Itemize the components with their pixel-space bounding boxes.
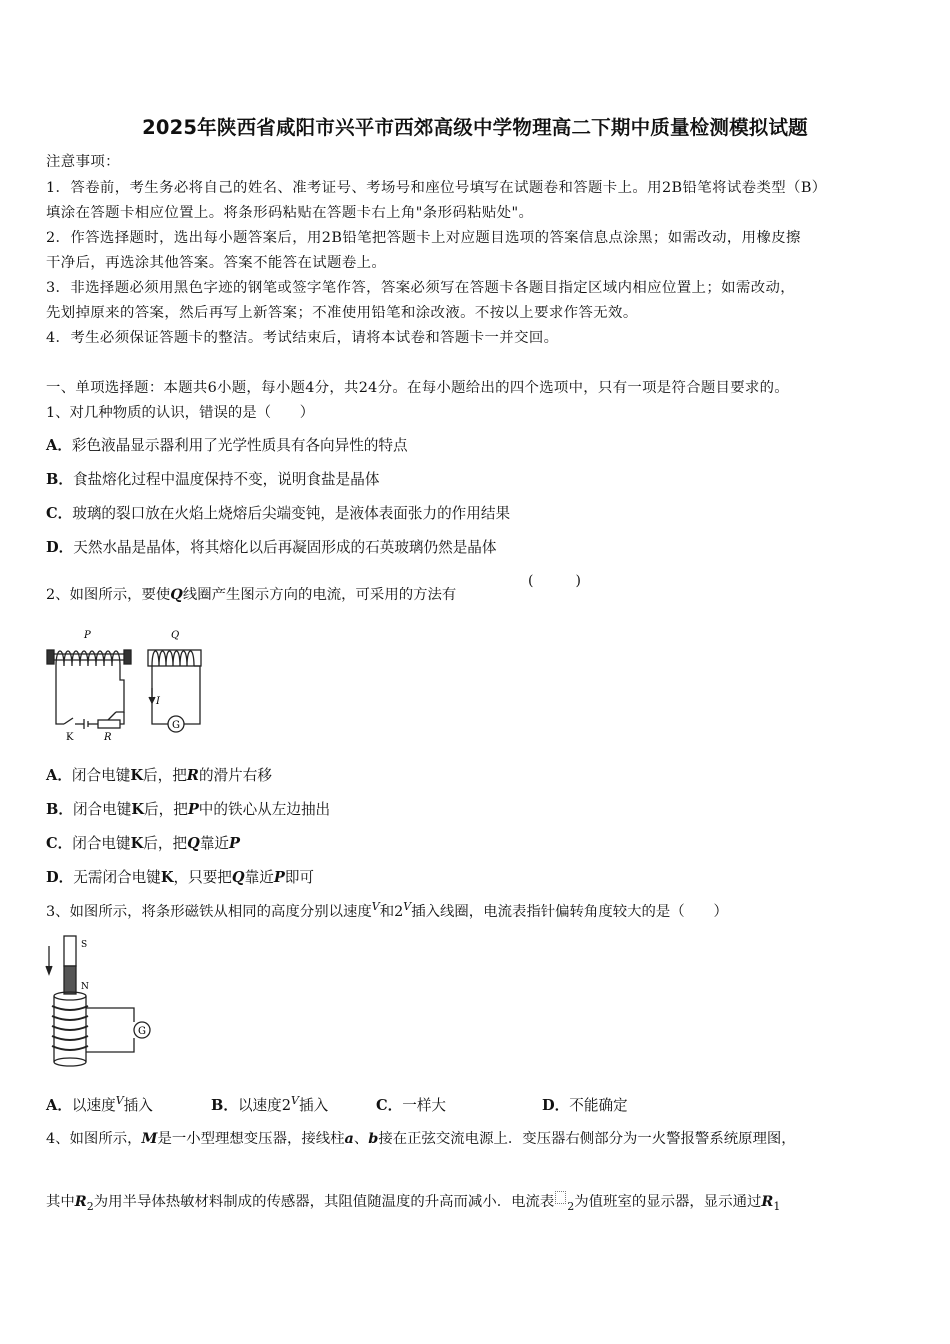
question-2-option-d (46, 866, 314, 887)
variable-r2: R (74, 1193, 87, 1210)
label-g: G (138, 1026, 146, 1037)
label-r: R (104, 732, 112, 743)
question-1-option-c (46, 502, 510, 523)
variable-k: K (130, 835, 144, 852)
stem-text: 线圈产生图示方向的电流，可采用的方法有 (182, 587, 457, 603)
option-letter: B． (46, 801, 73, 818)
stem-text: 4、如图所示， (46, 1131, 142, 1147)
question-3-stem (46, 900, 728, 921)
label-s: S (81, 940, 88, 950)
variable-r: R (186, 767, 199, 784)
option-text: 闭合电键 (72, 835, 131, 852)
option-text: 闭合电键 (71, 767, 131, 784)
variable-p: P (273, 869, 285, 886)
option-text: 插入 (123, 1097, 153, 1114)
option-text: 以速度 (71, 1097, 116, 1114)
q-coil (152, 651, 194, 666)
label-p: P (84, 630, 91, 641)
question-2-stem (46, 583, 456, 604)
option-text: 即可 (284, 869, 315, 886)
note-line: 先划掉原来的答案，然后再写上新答案；不准使用铅笔和涂改液。不按以上要求作答无效。 (46, 305, 638, 321)
variable-v: V (115, 1094, 124, 1108)
option-letter: D． (46, 869, 74, 886)
rheostat-r (98, 720, 120, 728)
stem-text: 是一小型理想变压器，接线柱 (157, 1131, 345, 1147)
stem-number: 2 (394, 904, 404, 920)
stem-text: 其中 (46, 1194, 75, 1210)
p-coil (56, 651, 120, 666)
note-line: 干净后，再选涂其他答案。答案不能答在试题卷上。 (46, 255, 387, 271)
option-text: 靠近 (244, 869, 274, 886)
stem-text: 接在正弦交流电源上．变压器右侧部分为一火警报警系统原理图， (378, 1131, 796, 1147)
magnet-n-pole (64, 966, 76, 994)
variable-q: Q (231, 869, 245, 886)
option-text: 插入 (298, 1097, 329, 1114)
question-3-option-b (211, 1094, 328, 1115)
label-g: G (172, 720, 180, 731)
question-3-option-c (376, 1094, 446, 1115)
note-line: 填涂在答题卡相应位置上。将条形码粘贴在答题卡右上角"条形码粘贴处"。 (46, 205, 534, 221)
option-letter: C． (46, 505, 73, 522)
option-letter: A． (46, 1097, 72, 1114)
question-1-option-b (46, 468, 379, 489)
option-letter: C． (376, 1097, 403, 1114)
note-line: 2．作答选择题时，选出每小题答案后，用2B铅笔把答题卡上对应题目选项的答案信息点涂黑；如需改动，用橡皮擦 (46, 230, 801, 246)
stem-text: 、 (353, 1131, 369, 1147)
option-text: 不能确定 (569, 1097, 628, 1114)
variable-k: K (131, 801, 145, 818)
stem-text: 为值班室的显示器，显示通过 (574, 1194, 762, 1210)
note-line: 4．考生必须保证答题卡的整洁。考试结束后，请将本试卷和答题卡一并交回。 (46, 330, 559, 346)
answer-paren: ( ) (528, 573, 581, 589)
option-text: 后，把 (144, 801, 188, 818)
variable-v: V (371, 900, 380, 914)
section-heading: 一、单项选择题：本题共6小题，每小题4分，共24分。在每小题给出的四个选项中，只有一项是符合题目要求的。 (46, 380, 789, 396)
magnet-s-pole (64, 936, 76, 966)
option-letter: B． (211, 1097, 238, 1114)
option-text: 中的铁心从左边抽出 (198, 801, 331, 818)
option-letter: B． (46, 471, 73, 488)
option-text: 以速度 (237, 1097, 282, 1114)
question-2-option-b (46, 798, 330, 819)
switch-k (64, 718, 73, 724)
note-line: 1．答卷前，考生务必将自己的姓名、准考证号、考场号和座位号填写在试题卷和答题卡上。用2B铅笔将试卷类型（B） (46, 180, 827, 196)
option-text: 后，把 (143, 835, 188, 852)
label-i: I (156, 696, 160, 707)
note-line: 3．非选择题必须用黑色字迹的钢笔或签字笔作答，答案必须写在答题卡各题目指定区域内相应位置上；如需改动， (46, 280, 796, 296)
stem-text: 插入线圈，电流表指针偏转角度较大的是（ ） (411, 904, 728, 920)
variable-q: Q (170, 586, 183, 603)
option-text: 闭合电键 (72, 801, 132, 818)
option-text: 天然水晶是晶体，将其熔化以后再凝固形成的石英玻璃仍然是晶体 (73, 539, 497, 556)
subscript: 2 (86, 1199, 94, 1213)
option-text: 无需闭合电键 (73, 869, 161, 886)
iron-core (124, 650, 131, 664)
magnet-coil-figure (40, 934, 160, 1070)
question-2-option-a (46, 764, 272, 785)
variable-r1: R (761, 1193, 774, 1210)
label-n: N (81, 982, 89, 992)
question-3-option-d (542, 1094, 628, 1115)
variable-v: V (291, 1094, 299, 1108)
stem-text: 3、如图所示，将条形磁铁从相同的高度分别以速度 (46, 904, 372, 920)
option-letter: D． (46, 539, 74, 556)
option-text: 一样大 (402, 1097, 447, 1114)
variable-m: M (141, 1130, 158, 1147)
page-title: 2025年陕西省咸阳市兴平市西郊高级中学物理高二下期中质量检测模拟试题 (142, 116, 808, 139)
variable-k: K (160, 869, 174, 886)
option-letter: D． (542, 1097, 570, 1114)
option-letter: A． (46, 437, 72, 454)
notes-heading: 注意事项： (46, 154, 120, 170)
option-text: 食盐熔化过程中温度保持不变，说明食盐是晶体 (72, 471, 380, 488)
label-k: K (66, 732, 74, 743)
option-text: 彩色液晶显示器利用了光学性质具有各向异性的特点 (71, 437, 408, 454)
option-text: 玻璃的裂口放在火焰上烧熔后尖端变钝，是液体表面张力的作用结果 (72, 505, 511, 522)
question-3-options (46, 1094, 906, 1114)
question-1-stem: 1、对几种物质的认识，错误的是（ ） (46, 405, 315, 421)
variable-p: P (187, 801, 199, 818)
question-4-stem (46, 1127, 796, 1148)
label-q: Q (171, 630, 180, 641)
option-text: 靠近 (199, 835, 230, 852)
variable-p: P (229, 835, 240, 852)
variable-v: V (403, 900, 412, 914)
question-1-option-d (46, 536, 496, 557)
subscript: 2 (567, 1199, 575, 1213)
stem-text: 2、如图所示，要使 (46, 587, 171, 603)
option-number: 2 (281, 1097, 292, 1114)
subscript: 1 (773, 1199, 781, 1213)
option-text: 的滑片右移 (198, 767, 272, 784)
option-letter: C． (46, 835, 73, 852)
iron-core (47, 650, 54, 664)
coil-circuit-figure (40, 624, 220, 744)
variable-a: a (344, 1130, 354, 1147)
variable-k: K (130, 767, 143, 784)
question-1-option-a (46, 434, 408, 455)
variable-b: b (368, 1130, 379, 1147)
stem-text: 为用半导体热敏材料制成的传感器，其阻值随温度的升高而减小．电流表 (93, 1194, 555, 1210)
ammeter-icon (555, 1191, 566, 1204)
option-letter: A． (46, 767, 72, 784)
stem-text: 和 (379, 904, 395, 920)
question-3-option-a (46, 1094, 153, 1115)
question-2-option-c (46, 832, 240, 853)
variable-q: Q (187, 835, 200, 852)
question-4-stem-line2 (46, 1190, 780, 1213)
option-text: ，只要把 (173, 869, 232, 886)
option-text: 后，把 (143, 767, 187, 784)
